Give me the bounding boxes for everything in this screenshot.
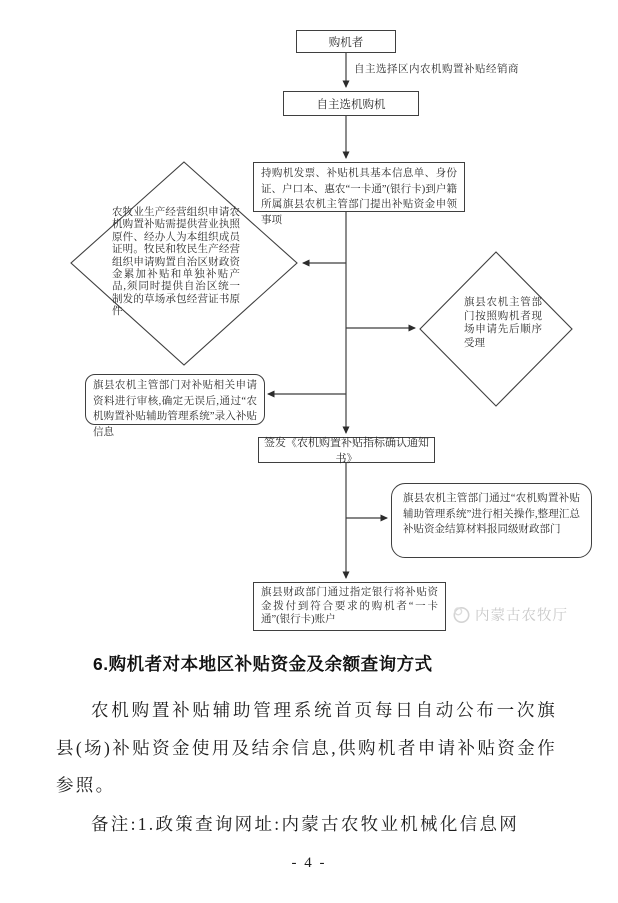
page-number: - 4 - [291,855,327,871]
node-payment: 旗县财政部门通过指定银行将补贴资金拨付到符合要求的购机者“一卡通”(银行卡)账户 [253,582,446,631]
edge-label-dealer: 自主选择区内农机购置补贴经销商 [354,64,519,75]
watermark [452,604,568,625]
node-apply: 持购机发票、补贴机具基本信息单、身份证、户口本、惠农“一卡通”(银行卡)到户籍所属旗县农机主管部门提出补贴资金申领事项 [253,162,465,212]
note-paragraph: 备注:1.政策查询网址:内蒙古农牧业机械化信息网 [91,814,520,834]
node-select-machine: 自主选机购机 [283,91,419,116]
node-summary: 旗县农机主管部门通过“农机购置补贴辅助管理系统”进行相关操作,整理汇总补贴资金结算材料报同级财政部门 [391,483,592,558]
node-review: 旗县农机主管部门对补贴相关申请资料进行审核,确定无误后,通过“农机购置补贴辅助管理系统”录入补贴信息 [85,374,265,425]
accept-order-diamond-text: 旗县农机主管部门按照购机者现场申请先后顺序受理 [464,297,542,349]
watermark-text: 内蒙古农牧厅 [475,608,568,624]
node-buyer: 购机者 [296,30,396,53]
org-requirements-diamond-text: 农牧业生产经营组织申请农机购置补贴需提供营业执照原件、经办人为本组织成员证明。牧民和牧民生产经营组织申请购置自治区财政资金累加补贴和单独补贴产品,须同时提供自治区统一制发的草场承包经营证书原件 [112,207,240,318]
section-heading: 6.购机者对本地区补贴资金及余额查询方式 [93,654,433,674]
node-issue-notice: 签发《农机购置补贴指标确认通知书》 [258,437,435,463]
body-paragraph: 农机购置补贴辅助管理系统首页每日自动公布一次旗县(场)补贴资金使用及结余信息,供购机者申请补贴资金作参照。 [56,700,557,795]
agency-logo-icon [452,605,471,624]
